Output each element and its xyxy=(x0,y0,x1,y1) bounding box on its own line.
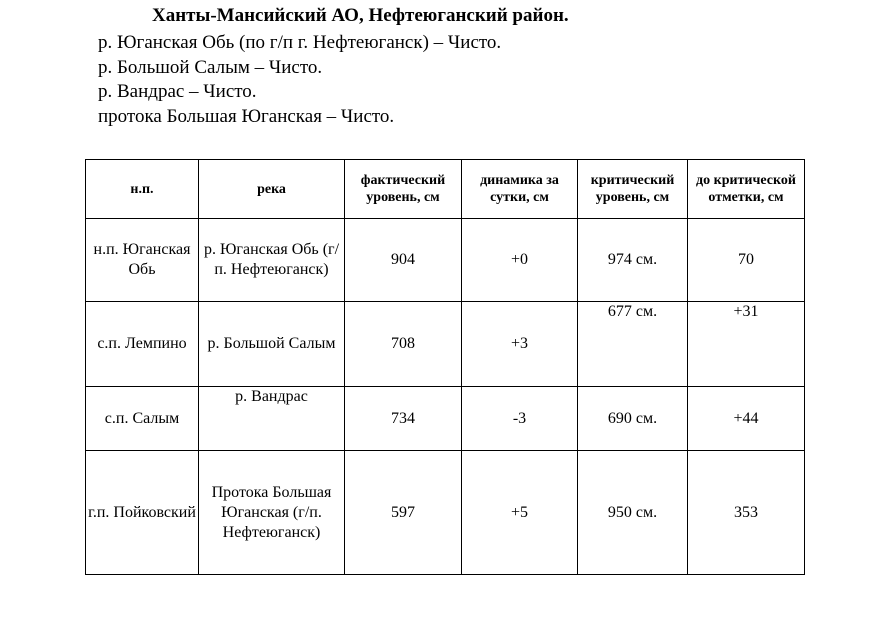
header-settlement: н.п. xyxy=(86,160,199,219)
river-status-list xyxy=(98,31,501,129)
table-row xyxy=(86,302,805,387)
cell-to-critical-mark: 70 xyxy=(688,219,805,302)
cell-to-critical-mark: +44 xyxy=(688,387,805,451)
cell-critical-level: 950 см. xyxy=(578,451,688,575)
cell-to-critical-mark: 353 xyxy=(688,451,805,575)
cell-settlement: н.п. Юганская Обь xyxy=(86,219,199,302)
cell-river: Протока Большая Юганская (г/п. Нефтеюганск) xyxy=(199,451,345,575)
cell-actual-level: 708 xyxy=(345,302,462,387)
cell-actual-level: 597 xyxy=(345,451,462,575)
cell-to-critical-mark: +31 xyxy=(688,302,805,387)
cell-settlement: с.п. Салым xyxy=(86,387,199,451)
cell-actual-level: 734 xyxy=(345,387,462,451)
header-daily-dynamics: динамика за сутки, см xyxy=(462,160,578,219)
cell-critical-level: 974 см. xyxy=(578,219,688,302)
table-row xyxy=(86,387,805,451)
table-header-row xyxy=(86,160,805,219)
cell-river: р. Юганская Обь (г/п. Нефтеюганск) xyxy=(199,219,345,302)
table-row xyxy=(86,451,805,575)
cell-daily-dynamics: +3 xyxy=(462,302,578,387)
cell-actual-level: 904 xyxy=(345,219,462,302)
header-to-critical-mark: до критической отметки, см xyxy=(688,160,805,219)
cell-daily-dynamics: +5 xyxy=(462,451,578,575)
cell-daily-dynamics: +0 xyxy=(462,219,578,302)
header-actual-level: фактический уровень, см xyxy=(345,160,462,219)
status-line-protoka: протока Большая Юганская – Чисто. xyxy=(98,105,395,127)
cell-river: р. Вандрас xyxy=(199,387,345,451)
header-critical-level: критический уровень, см xyxy=(578,160,688,219)
document-title: Ханты-Мансийский АО, Нефтеюганский район. xyxy=(152,5,569,26)
table-row xyxy=(86,219,805,302)
cell-critical-level: 677 см. xyxy=(578,302,688,387)
cell-settlement: г.п. Пойковский xyxy=(86,451,199,575)
status-line-bolshoy-salym: р. Большой Салым – Чисто. xyxy=(98,56,323,78)
header-river: река xyxy=(199,160,345,219)
cell-critical-level: 690 см. xyxy=(578,387,688,451)
status-line-vandras: р. Вандрас – Чисто. xyxy=(98,81,257,102)
cell-river: р. Большой Салым xyxy=(199,302,345,387)
cell-daily-dynamics: -3 xyxy=(462,387,578,451)
cell-settlement: с.п. Лемпино xyxy=(86,302,199,387)
water-level-table xyxy=(85,159,805,575)
status-line-yuganskaya-ob: р. Юганская Обь (по г/п г. Нефтеюганск) – Чисто. xyxy=(98,32,502,53)
